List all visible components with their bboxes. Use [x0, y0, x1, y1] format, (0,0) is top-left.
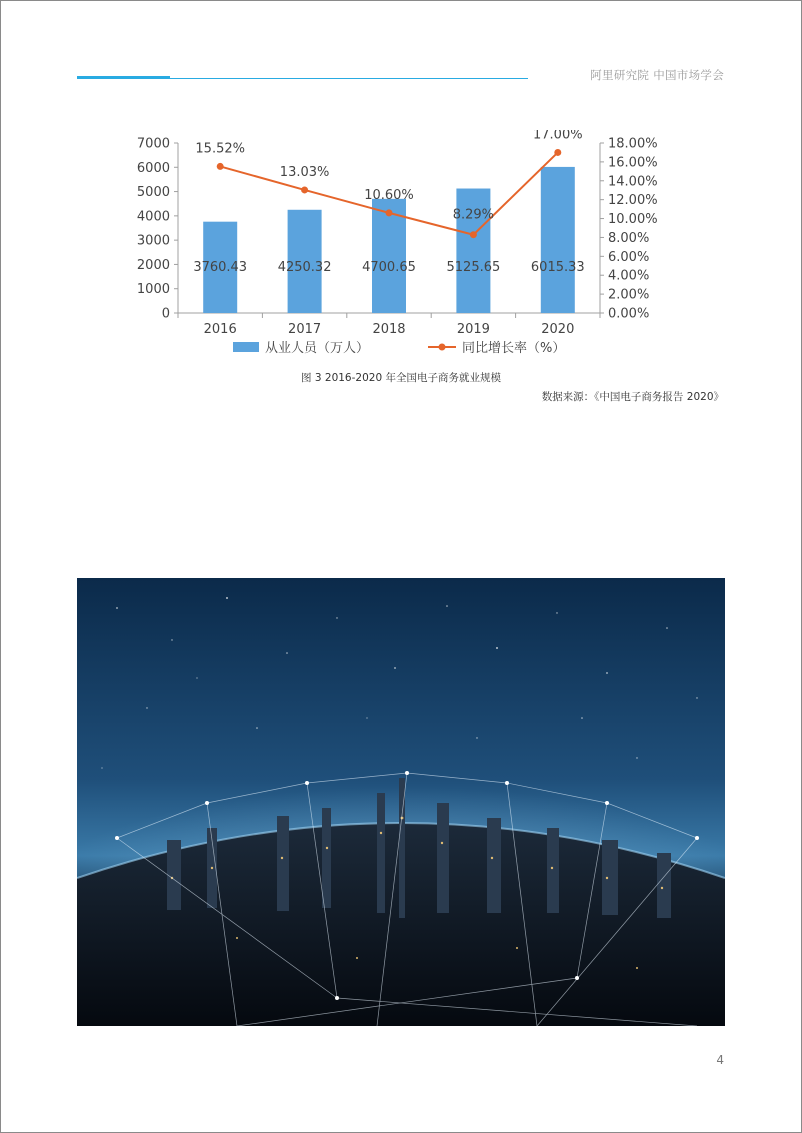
y-right-tick-label: 6.00%: [608, 249, 650, 265]
bar-data-label: 4250.32: [277, 260, 332, 275]
header-accent-bar: [77, 76, 170, 79]
x-tick-label: 2017: [288, 322, 322, 337]
y-right-tick-label: 0.00%: [608, 306, 650, 322]
y-right-tick-label: 18.00%: [608, 136, 658, 152]
legend-bar-label: 从业人员（万人）: [265, 341, 370, 356]
y-right-tick-label: 8.00%: [608, 230, 650, 246]
y-left-tick-label: 0: [161, 306, 170, 322]
y-right-tick-label: 4.00%: [608, 268, 650, 284]
y-left-tick-label: 5000: [136, 185, 170, 201]
growth-point-2019: [470, 231, 477, 238]
line-data-label: 10.60%: [364, 187, 414, 203]
growth-point-2017: [301, 186, 308, 193]
header-rule: [170, 78, 528, 79]
growth-point-2018: [386, 209, 393, 216]
line-data-label: 13.03%: [279, 164, 330, 180]
legend-bar-swatch: [233, 342, 259, 352]
line-data-label: 15.52%: [195, 141, 245, 157]
figure-caption: 图 3 2016-2020 年全国电子商务就业规模: [301, 372, 501, 384]
y-right-tick-label: 12.00%: [608, 193, 658, 209]
y-left-tick-label: 7000: [136, 136, 170, 152]
x-tick-label: 2019: [456, 322, 490, 337]
figure-source: 数据来源：《中国电子商务报告 2020》: [541, 391, 724, 403]
legend-line-marker: [439, 344, 446, 351]
growth-point-2020: [554, 149, 561, 156]
y-right-tick-label: 16.00%: [608, 155, 658, 171]
bar-data-label: 4700.65: [362, 260, 416, 275]
header-organization: 阿里研究院 中国市场学会: [590, 68, 724, 82]
y-left-tick-label: 1000: [136, 282, 170, 298]
y-left-tick-label: 3000: [136, 233, 170, 249]
bar-2020: [541, 167, 575, 313]
y-left-tick-label: 6000: [136, 160, 170, 176]
legend-line-label: 同比增长率（%）: [462, 341, 566, 356]
x-tick-label: 2018: [372, 322, 406, 337]
city-night-network-photo: [77, 578, 725, 1026]
bar-data-label: 3760.43: [193, 260, 248, 275]
combo-chart: [120, 130, 680, 362]
y-right-tick-label: 14.00%: [608, 174, 658, 190]
x-tick-label: 2016: [203, 322, 237, 337]
x-tick-label: 2020: [541, 322, 575, 337]
y-left-tick-label: 4000: [136, 209, 170, 225]
bar-data-label: 6015.33: [530, 260, 585, 275]
line-data-label: 17.00%: [533, 130, 583, 143]
y-left-tick-label: 2000: [136, 257, 170, 273]
y-right-tick-label: 10.00%: [608, 212, 658, 228]
page-number: 4: [716, 1053, 724, 1067]
bar-data-label: 5125.65: [446, 260, 501, 275]
line-data-label: 8.29%: [452, 207, 495, 223]
y-right-tick-label: 2.00%: [608, 287, 650, 303]
growth-point-2016: [217, 163, 224, 170]
